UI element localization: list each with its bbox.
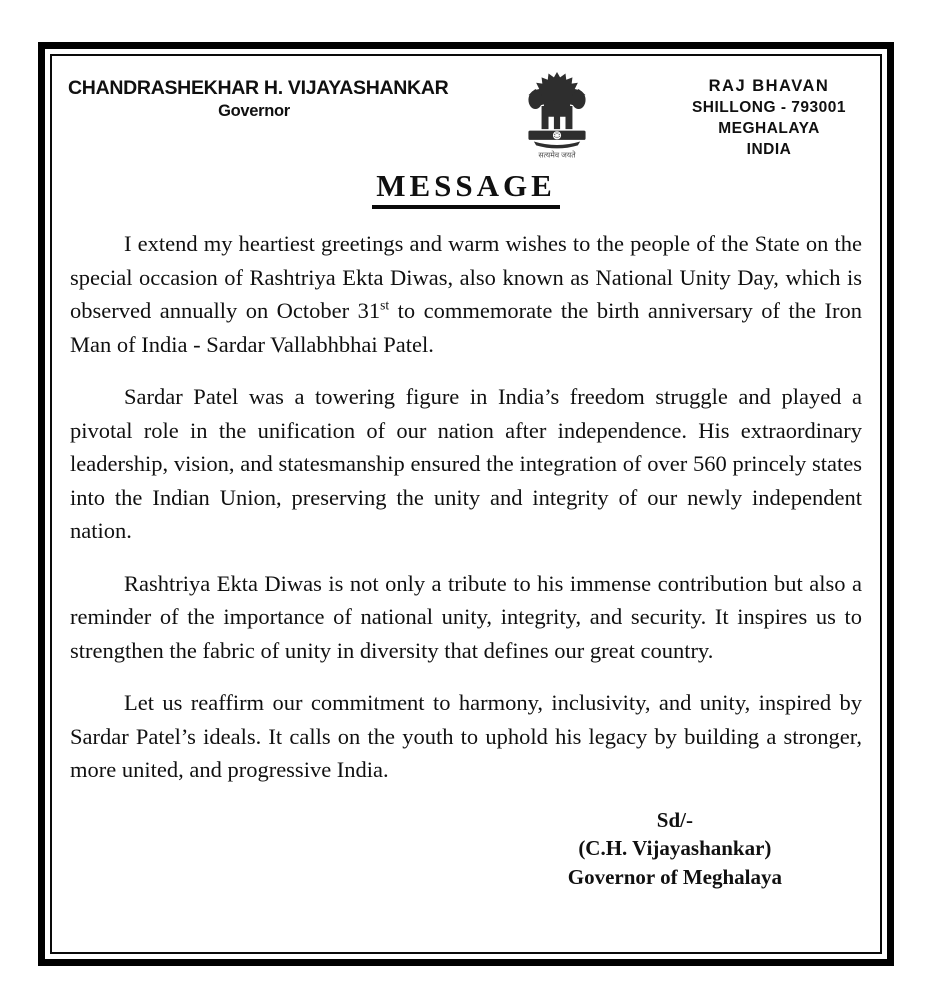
official-title: Governor (218, 102, 290, 120)
paragraph-2: Sardar Patel was a towering figure in India’s freedom struggle and played a pivotal role in the unification of our nation after independence. His extraordinary leadership, vision, and statesmanship ensured the integration of over 560 princely states into the Indian Union, preserving the unity and integrity of our newly independent nation. (70, 384, 862, 543)
title-row (68, 168, 864, 209)
paragraph-3: Rashtriya Ekta Diwas is not only a tribute to his immense contribution but also a reminder of the importance of national unity, integrity, and security. It inspires us to strengthen the fabric of unity in diversity that defines our great country. (70, 570, 862, 663)
signature-block (568, 806, 782, 892)
official-block (68, 70, 449, 122)
address-line: RAJ BHAVAN (708, 77, 830, 95)
official-name: CHANDRASHEKHAR H. VIJAYASHANKAR (68, 77, 449, 99)
emblem-motto: सत्यमेव जयते (538, 150, 576, 160)
state-emblem-of-india-icon (512, 70, 602, 160)
paragraph-1-text: I extend my heartiest greetings and warm wishes to the people of the State on the special occasion of Rashtriya Ekta Diwas, also known as National Unity Day, which is observed annually on October 31 (70, 231, 862, 323)
inner-border-frame (50, 54, 882, 954)
page-title: MESSAGE (372, 168, 560, 209)
paragraph-4: Let us reaffirm our commitment to harmony, inclusivity, and unity, inspired by Sardar Patel’s ideals. It calls on the youth to uphold his legacy by building a stronger, more united, and progressive India. (70, 690, 862, 782)
outer-border-frame (38, 42, 894, 966)
ordinal-superscript: st (380, 297, 390, 313)
address-line: INDIA (746, 141, 792, 158)
paragraph-1-text-cont: to commemorate the birth anniversary of the Iron Man of India - Sardar Vallabhbhai Patel. (70, 298, 862, 357)
address-line: MEGHALAYA (718, 120, 820, 137)
signature-sd: Sd/- (656, 807, 693, 832)
signature-designation: Governor of Meghalaya (567, 864, 782, 889)
message-body (68, 227, 864, 787)
address-line: SHILLONG - 793001 (691, 99, 847, 116)
address-block (674, 70, 864, 160)
paragraph-1 (70, 227, 862, 361)
signature-name: (C.H. Vijayashankar) (578, 836, 772, 860)
letterhead (68, 70, 864, 160)
